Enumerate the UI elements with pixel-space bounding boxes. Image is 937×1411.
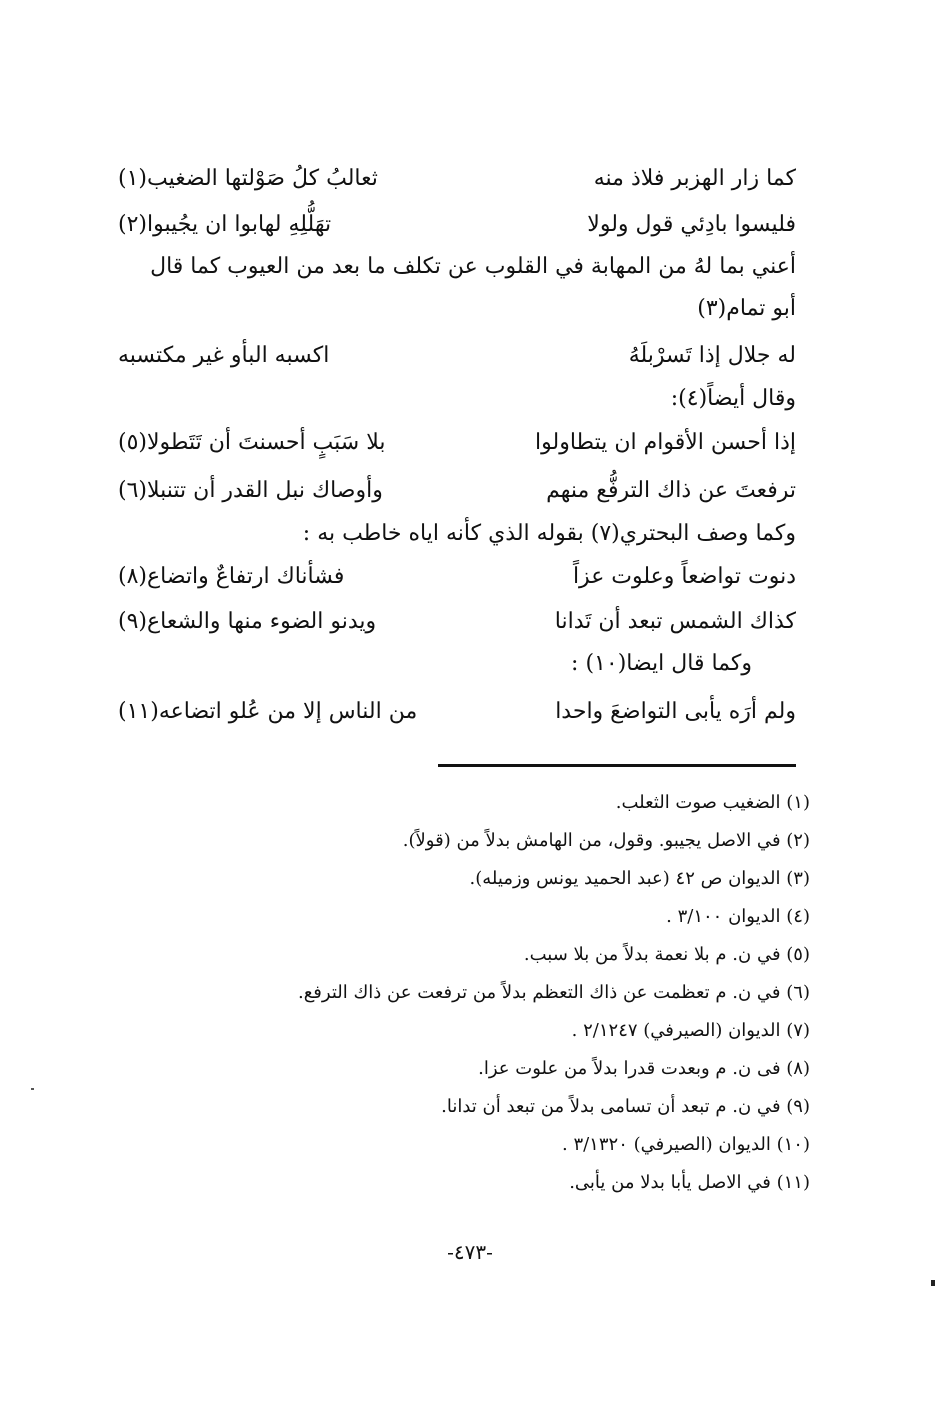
footnote: (١١) في الاصل يأبا بدلا من يأبى. <box>569 1172 810 1193</box>
footnote: (١) الضغيب صوت الثعلب. <box>615 792 810 813</box>
verse-line-6 <box>118 564 796 589</box>
hemistich-second: تهَلُّلِهِ لهابوا ان يجُيبوا(٢) <box>118 212 332 237</box>
prose-line: وقال أيضاً(٤): <box>670 386 796 411</box>
hemistich-second: ويدنو الضوء منها والشعاع(٩) <box>118 609 377 634</box>
verse-line-2 <box>118 212 796 237</box>
prose-line: وكما قال ايضا(١٠) : <box>571 651 752 676</box>
hemistich-first: ترفعتَ عن ذاك الترفُّع منهم <box>546 478 796 503</box>
verse-line-4 <box>118 430 796 455</box>
hemistich-first: فليسوا بادِئي قول ولولا <box>587 212 796 237</box>
footnote: (٢) في الاصل يجيبو. وقول، من الهامش بدلاً من (قولاً). <box>402 830 810 851</box>
hemistich-first: كذاك الشمس تبعد أن تَدانا <box>554 609 796 634</box>
hemistich-first: له جلال إذا تَسرْبلَهُ <box>628 343 796 368</box>
prose-line: أبو تمام(٣) <box>697 296 796 321</box>
footnote-separator <box>438 764 796 767</box>
hemistich-first: ولم أرَه يأبى التواضعَ واحدا <box>555 699 796 724</box>
hemistich-second: اكسبه البأو غير مكتسبه <box>118 343 330 368</box>
hemistich-second: من الناس إلا من عُلو اتضاعه(١١) <box>118 699 418 724</box>
footnote: (٧) الديوان (الصيرفي) ٢/١٢٤٧ . <box>571 1020 810 1041</box>
hemistich-second: وأوصاك نبل القدر أن تتنبلا(٦) <box>118 478 383 503</box>
footnote: (٩) في ن. م تبعد أن تسامى بدلاً من تبعد أن تدانا. <box>441 1096 810 1117</box>
verse-line-8 <box>118 699 796 724</box>
hemistich-first: دنوت تواضعاً وعلوت عزاً <box>572 564 796 589</box>
prose-line: وكما وصف البحتري(٧) بقوله الذي كأنه اياه خاطب به : <box>302 521 796 546</box>
hemistich-first: كما زار الهزبر فلاذ منه <box>593 166 796 191</box>
hemistich-first: إذا أحسن الأقوام ان يتطاولوا <box>535 430 796 455</box>
scan-speck <box>31 1088 34 1090</box>
footnote: (٣) الديوان ص ٤٢ (عبد الحميد يونس وزميله). <box>469 868 810 889</box>
verse-line-3 <box>118 343 796 368</box>
footnote: (٤) الديوان ٣/١٠٠ . <box>666 906 810 927</box>
scan-speck <box>931 1280 935 1286</box>
verse-line-1 <box>118 166 796 191</box>
prose-line: أعني بما لهُ من المهابة في القلوب عن تكلف ما بعد من العيوب كما قال <box>150 254 796 279</box>
footnote: (٨) فى ن. م وبعدت قدرا بدلاً من علوت عزا. <box>478 1058 810 1079</box>
verse-line-7 <box>118 609 796 634</box>
page-number: -٤٧٣- <box>447 1240 493 1264</box>
hemistich-second: بلا سَبَبٍ أحسنتَ أن تَتَطولا(٥) <box>118 430 386 455</box>
footnote: (١٠) الديوان (الصيرفي) ٣/١٣٢٠ . <box>562 1134 810 1155</box>
footnote: (٥) في ن. م بلا نعمة بدلاً من بلا سبب. <box>523 944 810 965</box>
footnote: (٦) في ن. م تعظمت عن ذاك التعظم بدلاً من ترفعت عن ذاك الترفع. <box>297 982 810 1003</box>
hemistich-second: فشأناك ارتفاعٌ واتضاع(٨) <box>118 564 345 589</box>
verse-line-5 <box>118 478 796 503</box>
hemistich-second: ثعالبُ كلُ صَوْلتها الضغيب(١) <box>118 166 378 191</box>
